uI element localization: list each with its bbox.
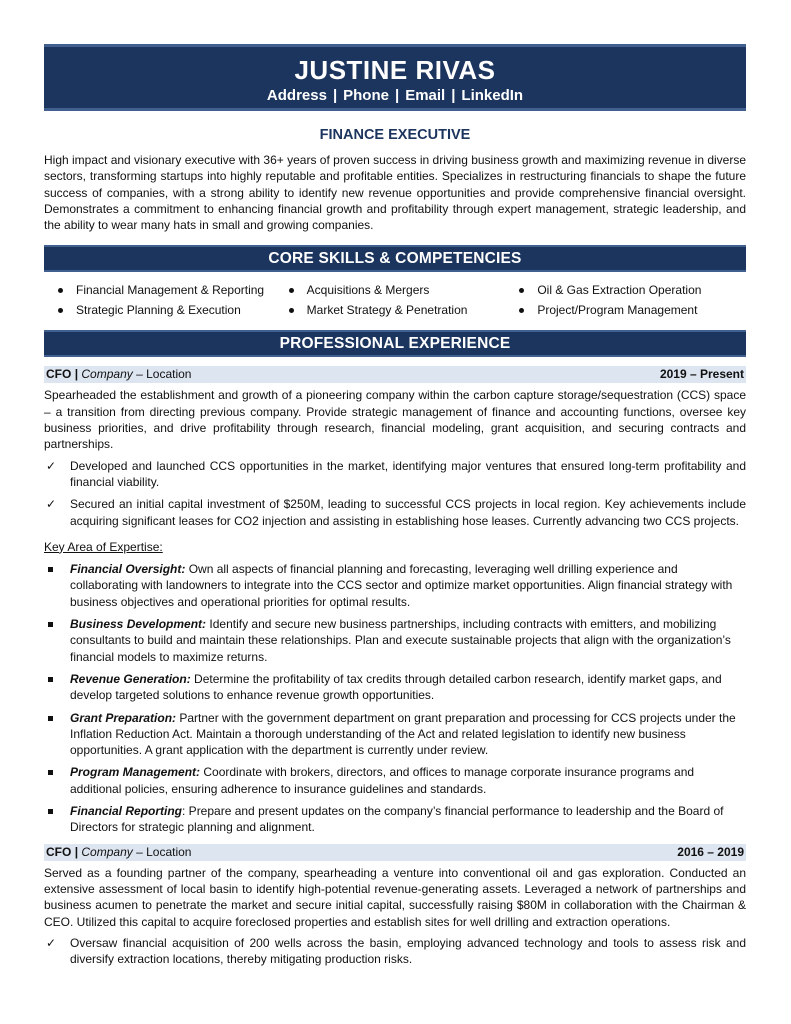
- role-description: Spearheaded the establishment and growth of a pioneering company within the carbon capture storage/sequestration (CCS) space – a transition from directing previous company. Provide strategic management of finance and accounting functions, oversee key business priorities, and drive profitability through research, financial modeling, grant acquisition, and securing contracts and partnerships.: [44, 388, 746, 452]
- expertise-lead: Financial Reporting: [70, 804, 183, 819]
- skill-item: [285, 280, 516, 300]
- candidate-name: JUSTINE RIVAS: [294, 55, 496, 85]
- achievement-text: Oversaw financial acquisition of 200 wells across the basin, employing advanced technology and tools to assess risk and diversify extraction locations, thereby mitigating production risks.: [70, 935, 746, 967]
- role-info: [46, 366, 191, 383]
- expertise-text: Own all aspects of financial planning and forecasting, leveraging well drilling experience and collaborating with landowners to integrate into the CCS sector and optimize market opportunities. Align financial strategy with business objectives and operational priorities for optimal results.: [70, 562, 733, 609]
- square-bullet-icon: [48, 770, 53, 775]
- checkmark-icon: ✓: [46, 935, 57, 950]
- name-banner: [44, 44, 746, 111]
- contact-phone: Phone: [343, 87, 389, 104]
- bullet-icon: [289, 308, 294, 313]
- bullet-icon: [58, 288, 63, 293]
- bullet-icon: [58, 308, 63, 313]
- role-title: CFO: [46, 367, 72, 382]
- contact-email: Email: [405, 87, 446, 104]
- expertise-text: : Prepare and present updates on the company’s financial performance to leadership and the Board of Directors for strategic planning and alignment.: [70, 804, 724, 835]
- skills-grid: [44, 280, 746, 320]
- achievement-list: [44, 458, 746, 529]
- experience-section-heading: PROFESSIONAL EXPERIENCE: [44, 330, 746, 357]
- square-bullet-icon: [48, 567, 53, 572]
- skill-item: [285, 300, 516, 320]
- square-bullet-icon: [48, 716, 53, 721]
- expertise-text: Determine the profitability of tax credits through detailed carbon research, identify market gaps, and develop targeted solutions to enhance revenue growth opportunities.: [70, 671, 722, 703]
- contact-separator: |: [394, 87, 400, 104]
- expertise-lead: Revenue Generation:: [70, 671, 191, 686]
- skill-item: [54, 280, 285, 300]
- square-bullet-icon: [48, 677, 53, 682]
- role-company: Company: [81, 844, 133, 859]
- role-location: – Location: [136, 367, 192, 382]
- skill-label: Financial Management & Reporting: [76, 283, 265, 298]
- role-title: CFO: [46, 844, 72, 859]
- skills-column: [515, 280, 746, 320]
- contact-address: Address: [266, 87, 327, 104]
- achievement-item: [44, 458, 746, 491]
- skills-column: [54, 280, 285, 320]
- expertise-item: [44, 671, 746, 704]
- expertise-item: [44, 561, 746, 610]
- expertise-text: Partner with the government department on grant preparation and processing for CCS projects under the Inflation Reduction Act. Maintain a thorough understanding of the Act and related legislation to identify new business opportunities. A grant application with the department is currently under review.: [70, 710, 736, 758]
- bullet-icon: [289, 288, 294, 293]
- expertise-text: Coordinate with brokers, directors, and offices to manage corporate insurance programs and additional policies, ensuring adherence to insurance guidelines and standards.: [70, 765, 695, 796]
- skill-label: Market Strategy & Penetration: [306, 303, 468, 318]
- skill-label: Oil & Gas Extraction Operation: [537, 283, 702, 298]
- role-header: [44, 366, 746, 383]
- summary-paragraph: High impact and visionary executive with 36+ years of proven success in driving business growth and maximizing revenue in diverse sectors, transforming startups into highly reputable and profitable entities. Specializes in restructuring financials to shape the future success of companies, with a strong ability to identify new revenue opportunities and provide comprehensive financial oversight. Demonstrates a commitment to enhancing financial growth and profitability through expert management, strategic leadership, and the ability to wear many hats in small and growing companies.: [44, 153, 747, 233]
- role-location: – Location: [136, 844, 192, 859]
- skill-label: Strategic Planning & Execution: [76, 303, 241, 318]
- skill-item: [54, 300, 285, 320]
- expertise-lead: Grant Preparation:: [70, 710, 177, 725]
- skill-label: Project/Program Management: [537, 303, 698, 318]
- expertise-lead: Financial Oversight:: [70, 562, 186, 577]
- role-header: [44, 844, 746, 861]
- square-bullet-icon: [48, 809, 53, 814]
- achievement-text: Developed and launched CCS opportunities in the market, identifying major ventures that ensured long-term profitability and financial viability.: [70, 458, 746, 489]
- expertise-text: Identify and secure new business partnerships, including contracts with emitters, and mobilizing consultants to build and maintain these relationships. Plan and execute sustainable projects that align with the organization’s financial models to maximize returns.: [70, 617, 731, 664]
- achievement-text: Secured an initial capital investment of $250M, leading to successful CCS projects in local region. Key achievements include acquiring significant leases for CO2 injection and assisting in establishing hose leases. Currently advancing two CCS projects.: [70, 497, 746, 528]
- expertise-item: [44, 616, 746, 665]
- role-dates: 2016 – 2019: [677, 844, 744, 859]
- skills-section-heading: CORE SKILLS & COMPETENCIES: [44, 245, 746, 272]
- contact-line: [44, 86, 746, 105]
- role-company: Company: [81, 367, 133, 382]
- square-bullet-icon: [48, 622, 53, 627]
- skill-item: [515, 300, 746, 320]
- expertise-item: [44, 803, 746, 836]
- expertise-item: [44, 764, 746, 797]
- expertise-item: [44, 710, 746, 759]
- checkmark-icon: ✓: [46, 458, 57, 473]
- skill-label: Acquisitions & Mergers: [306, 283, 430, 298]
- expertise-lead: Business Development:: [70, 617, 207, 632]
- contact-separator: |: [451, 87, 456, 104]
- role-dates: 2019 – Present: [659, 367, 744, 382]
- skill-item: [515, 280, 746, 300]
- expertise-heading: Key Area of Expertise:: [44, 539, 163, 554]
- contact-linkedin: LinkedIn: [461, 87, 524, 104]
- expertise-lead: Program Management:: [70, 765, 201, 780]
- checkmark-icon: ✓: [46, 497, 57, 512]
- skills-column: [285, 280, 516, 320]
- role-separator: |: [74, 844, 79, 859]
- professional-title: FINANCE EXECUTIVE: [319, 127, 471, 143]
- achievement-item: [44, 496, 746, 529]
- role-info: [46, 844, 191, 861]
- resume-page: [44, 44, 746, 973]
- role-separator: |: [74, 367, 79, 382]
- bullet-icon: [519, 308, 524, 313]
- expertise-list: [44, 561, 746, 835]
- contact-separator: |: [332, 87, 338, 104]
- achievement-list: [44, 935, 746, 968]
- achievement-item: [44, 935, 746, 968]
- bullet-icon: [519, 288, 524, 293]
- role-description: Served as a founding partner of the company, spearheading a venture into conventional oil and gas exploration. Conducted an extensive assessment of local basin to identify high-potential revenue-generating assets. Leveraged a network of partnerships and business acumen to penetrate the market and secure initial capital, successfully raising $80M in collaboration with the Chairman & CEO. Utilized this capital to acquire foreclosed properties and establish sites for well drilling and extraction operations.: [44, 865, 746, 929]
